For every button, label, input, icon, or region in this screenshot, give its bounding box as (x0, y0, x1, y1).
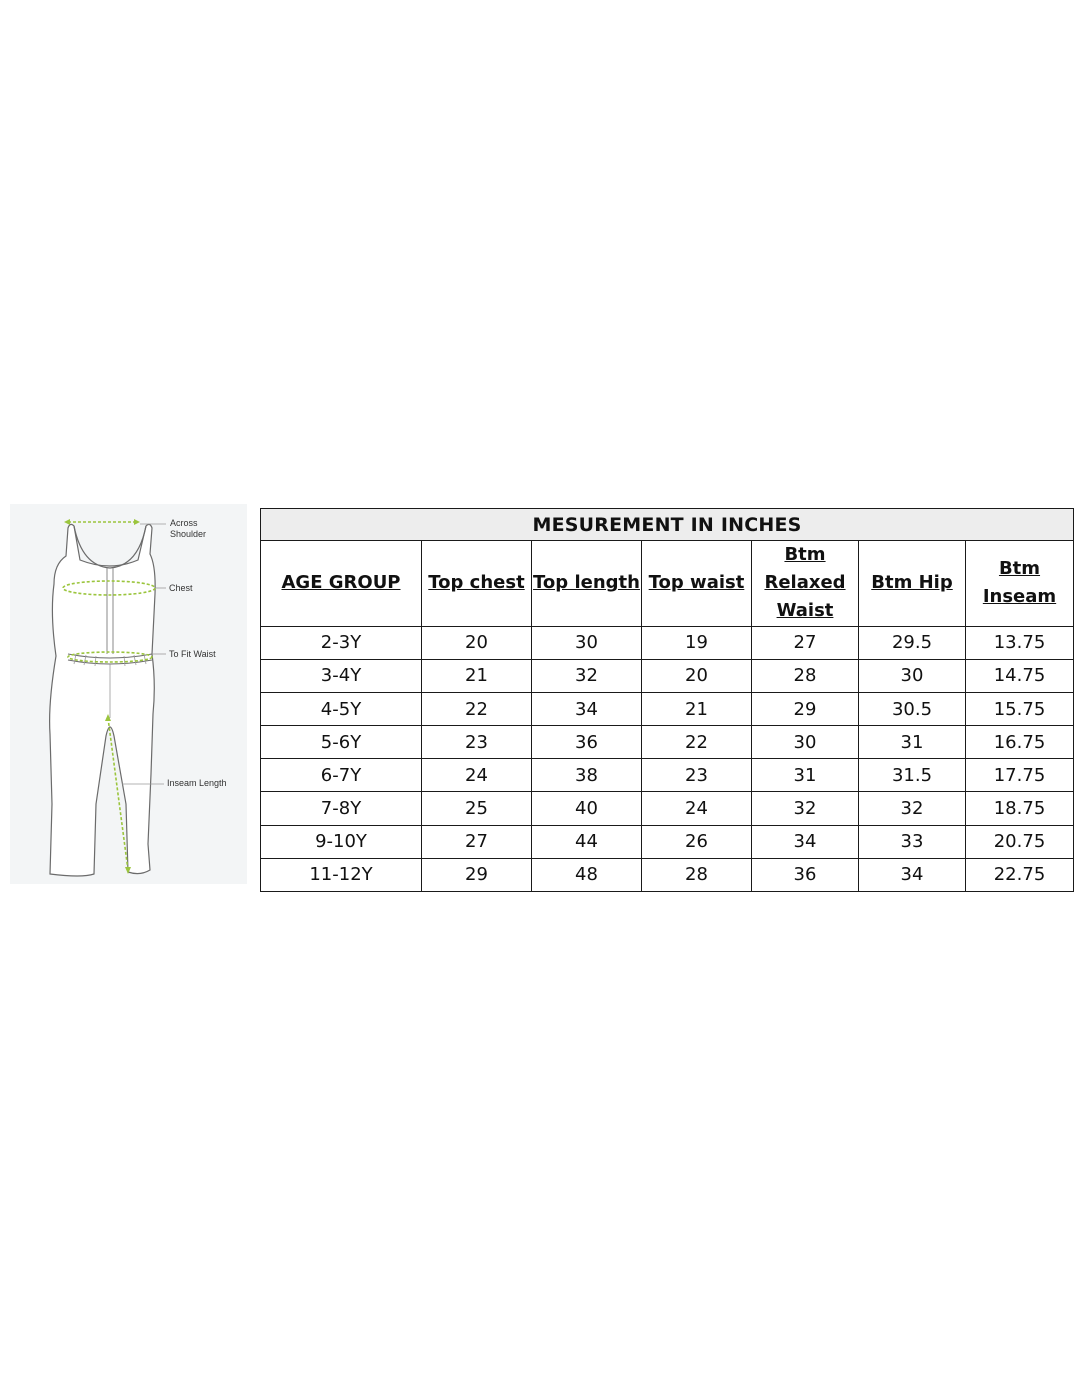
measurement-cell: 27 (422, 825, 532, 858)
jumpsuit-outline (50, 524, 156, 876)
measurement-cell: 22 (422, 692, 532, 725)
table-row (261, 858, 1074, 891)
column-header: Top waist (642, 541, 752, 626)
measurement-cell: 30 (859, 659, 966, 692)
measurement-cell: 32 (859, 792, 966, 825)
table-row (261, 726, 1074, 759)
inseam-length-label: Inseam Length (167, 778, 227, 788)
measurement-cell: 36 (532, 726, 642, 759)
table-header-row (261, 541, 1074, 626)
measurement-cell: 20 (422, 626, 532, 659)
measurement-cell: 29.5 (859, 626, 966, 659)
measurement-cell: 20 (642, 659, 752, 692)
measurement-cell: 21 (422, 659, 532, 692)
measurement-cell: 29 (422, 858, 532, 891)
table-row (261, 792, 1074, 825)
arrow-left-icon (64, 519, 70, 525)
table-title: MESUREMENT IN INCHES (261, 509, 1074, 541)
measurement-cell: 32 (532, 659, 642, 692)
measurement-cell: 31.5 (859, 759, 966, 792)
age-group-cell: 2-3Y (261, 626, 422, 659)
measurement-cell: 34 (752, 825, 859, 858)
column-header: AGE GROUP (261, 541, 422, 626)
measurement-cell: 14.75 (966, 659, 1074, 692)
size-chart-table (260, 508, 1074, 892)
age-group-cell: 4-5Y (261, 692, 422, 725)
column-header: Btm Hip (859, 541, 966, 626)
measurement-cell: 30 (532, 626, 642, 659)
across-shoulder-label: Across Shoulder (170, 518, 207, 539)
measurement-cell: 40 (532, 792, 642, 825)
measurement-cell: 21 (642, 692, 752, 725)
table-row (261, 659, 1074, 692)
age-group-cell: 6-7Y (261, 759, 422, 792)
measurement-cell: 30 (752, 726, 859, 759)
measurement-cell: 26 (642, 825, 752, 858)
measurement-cell: 44 (532, 825, 642, 858)
measurement-cell: 28 (642, 858, 752, 891)
age-group-cell: 11-12Y (261, 858, 422, 891)
measurement-cell: 20.75 (966, 825, 1074, 858)
measurement-cell: 25 (422, 792, 532, 825)
column-header: Btm Inseam (966, 541, 1074, 626)
measurement-cell: 24 (642, 792, 752, 825)
table-row (261, 759, 1074, 792)
measurement-cell: 16.75 (966, 726, 1074, 759)
measurement-cell: 23 (642, 759, 752, 792)
measurement-cell: 24 (422, 759, 532, 792)
measurement-cell: 27 (752, 626, 859, 659)
measurement-cell: 31 (859, 726, 966, 759)
column-header: Top chest (422, 541, 532, 626)
measurement-cell: 22.75 (966, 858, 1074, 891)
measurement-cell: 38 (532, 759, 642, 792)
measurement-cell: 34 (532, 692, 642, 725)
measurement-cell: 28 (752, 659, 859, 692)
age-group-cell: 7-8Y (261, 792, 422, 825)
table-row (261, 626, 1074, 659)
arrow-right-icon (134, 519, 140, 525)
to-fit-waist-label: To Fit Waist (169, 649, 216, 659)
measurement-cell: 32 (752, 792, 859, 825)
measurement-cell: 36 (752, 858, 859, 891)
table-row (261, 692, 1074, 725)
measurement-cell: 23 (422, 726, 532, 759)
jumpsuit-drawing (10, 504, 247, 884)
age-group-cell: 3-4Y (261, 659, 422, 692)
table-row (261, 825, 1074, 858)
measurement-cell: 15.75 (966, 692, 1074, 725)
column-header: Top length (532, 541, 642, 626)
age-group-cell: 5-6Y (261, 726, 422, 759)
measurement-cell: 29 (752, 692, 859, 725)
chest-label: Chest (169, 583, 193, 593)
measurement-cell: 13.75 (966, 626, 1074, 659)
measurement-cell: 34 (859, 858, 966, 891)
table-title-row (261, 509, 1074, 541)
measurement-cell: 18.75 (966, 792, 1074, 825)
measurement-cell: 30.5 (859, 692, 966, 725)
measurement-cell: 48 (532, 858, 642, 891)
measurement-cell: 33 (859, 825, 966, 858)
column-header: Btm Relaxed Waist (752, 541, 859, 626)
measurement-cell: 31 (752, 759, 859, 792)
measurement-cell: 19 (642, 626, 752, 659)
age-group-cell: 9-10Y (261, 825, 422, 858)
jumpsuit-measurement-illustration (10, 504, 247, 884)
measurement-cell: 22 (642, 726, 752, 759)
measurement-cell: 17.75 (966, 759, 1074, 792)
